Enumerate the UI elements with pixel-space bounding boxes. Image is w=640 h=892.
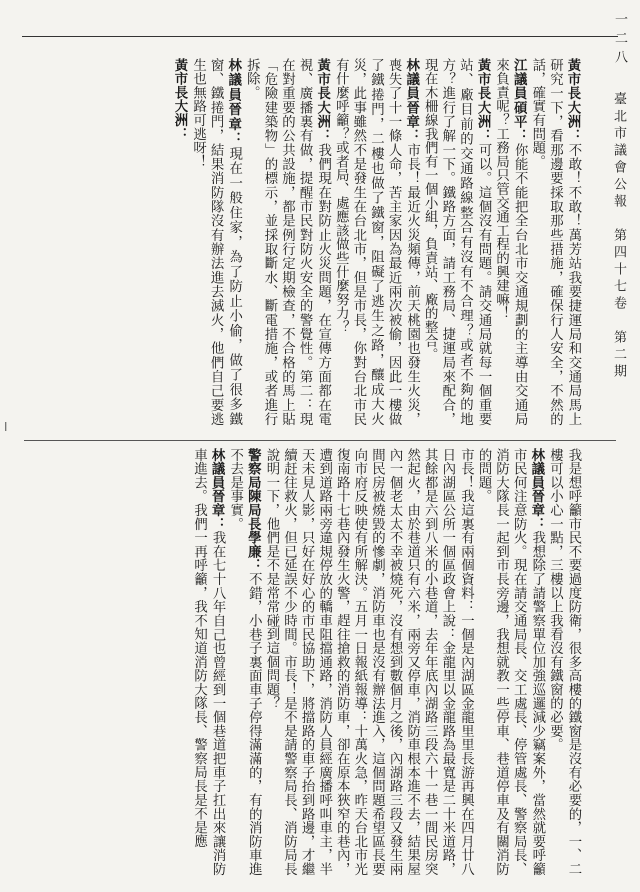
speaker-label: 江議員碩平： <box>511 58 528 144</box>
binding-hole-mark: ǀ <box>4 420 8 434</box>
speech-text: 市長！最近火災頻傳，前天桃園也發生火災，喪失了十一條人命，苦主家因為最近兩次被偷，因此一樓做了鐵捲門，二樓也做了鐵窗，阻礙了逃生之路，釀成大火災，此事雖然不是發生在台北市，但是市長，你對台北市民有什麼呼籲？或者局、處應該做些什麼努力？ <box>333 58 420 426</box>
speech-text: 我想除了請警察單位加強巡邏減少竊案外，當然就要呼籲市民何注意防火。現在請交通局長、交工處長、停管處長、警察局長、消防大隊長一起到市長旁邊，我想就教一些停車、巷道停車及有關消防的問題。 <box>476 448 545 876</box>
speaker-label: 林議員晉章： <box>209 448 226 531</box>
speaker-label: 黃市長大洲： <box>314 58 331 144</box>
paragraph <box>170 58 189 426</box>
speech-text: 我在七十八年自己也曾經到一個巷道把車子扛出來讓消防車進去。我們一再呼籲，我不知道消防大隊長、警察局長是不是應 <box>191 448 226 876</box>
paragraph <box>332 58 421 426</box>
paragraph <box>243 58 332 426</box>
speaker-label: 警察局陳局長學廉： <box>245 448 262 573</box>
paragraph <box>492 58 528 426</box>
speech-text: 不敢！不敢！萬芳站我要捷運局和交通局馬上研究一下，看那邊要採取那些措施，確保行人安全，不然的話，確實有問題。 <box>529 58 581 426</box>
speech-text: 現在一般住家，為了防止小偷，做了很多鐵窗、鐵捲門，結果消防隊沒有辦法進去滅火，他們自己要逃生也無路可逃呀！ <box>190 58 242 426</box>
speech-text: 市長！我這裏有兩個資料：一個是內湖區金龍里里長游再興在四月廿八日內湖區公所一個區政會上說：金龍里以金龍路為最寬是二十米道路，其餘都是六到八米的小巷道，去年年底內湖路三段六十一巷一間民房突然起火，由於巷道只有六米，兩旁又停車，消防車根本進不去，結果屋內一個老太太不幸被燒死，沒有想到數個月之後，內湖路三段又發生兩間民房被燒毀的慘劇，消防車也是沒有辦法進入，這個問題希望區長要向市府反映使有所解決。五月一日報紙報導：十萬火急，昨天台北市光復南路十七巷內發生火警，趕往搶救的消防車，卻在原本狹窄的巷內，遭到道路兩旁違規停放的轎車阻擋通路，消防人員經廣播呼叫車主，半天未見人影，只好在好心的市民協助下，將擋路的車子抬到路邊，才繼續赶往救火，但已延誤不少時間。市長！是不是請警察局長、消防局長說明一下，他們是不是常常碰到這個問題？ <box>263 448 474 876</box>
paragraph <box>189 58 243 426</box>
paragraph <box>528 58 582 426</box>
paragraph <box>262 448 474 876</box>
speaker-label: 黃市長大洲： <box>565 58 581 144</box>
speech-text: 可以。這個沒有問題。請交通局就每一個重要站、廠目前的交通路線整合有沒有不合理？或者不夠的地方？進行了解一下。鐵路方面，請工務局、捷運局來配合，現在木柵線我們有一個小組，負責站、廠的整合。 <box>422 58 492 426</box>
speech-text: 你能不能把全台北市交通規劃的主導由交通局來負責呢？工務局只管交通工程的興建嘛！ <box>493 58 528 426</box>
speaker-label: 林議員晉章： <box>403 58 420 144</box>
speaker-label: 黃市長大洲： <box>171 58 188 141</box>
journal-title: 臺北市議會公報 第四十七卷 第二期 <box>611 92 626 381</box>
speaker-label: 黃市長大洲： <box>475 58 492 144</box>
header-rule <box>22 36 618 37</box>
speech-text: 我們現在對防止火災問題，在宣傳方面都在電視、廣播裏有做，提醒市民對防火安全的警覺性。第二：現在對重要的公共設施，都是例行定期檢查，不合格的馬上貼「危險建築物」的標示，並採取斷水、斷電措施，或者進行拆除。 <box>244 58 331 426</box>
speaker-label: 林議員晉章： <box>225 58 242 147</box>
speech-text: 不錯，小巷子裏面車子停得滿滿的，有的消防車進不去是事實。 <box>227 448 262 876</box>
paragraph <box>190 448 226 876</box>
upper-text-block <box>37 58 582 426</box>
section-divider <box>24 440 616 441</box>
speech-text: 我是想呼籲市民不要過度防衛，很多高樓的鐵窗是沒有必要的，一、二樓可以小心一點，三樓以上我看沒有鐵窗的必要。 <box>547 448 581 876</box>
paragraph <box>474 448 545 876</box>
paragraph <box>226 448 262 876</box>
paragraph <box>546 448 582 876</box>
lower-text-block <box>37 448 582 876</box>
paragraph <box>421 58 492 426</box>
speaker-label: 林議員晉章： <box>528 448 545 531</box>
page-number: 一二八 <box>612 12 627 69</box>
